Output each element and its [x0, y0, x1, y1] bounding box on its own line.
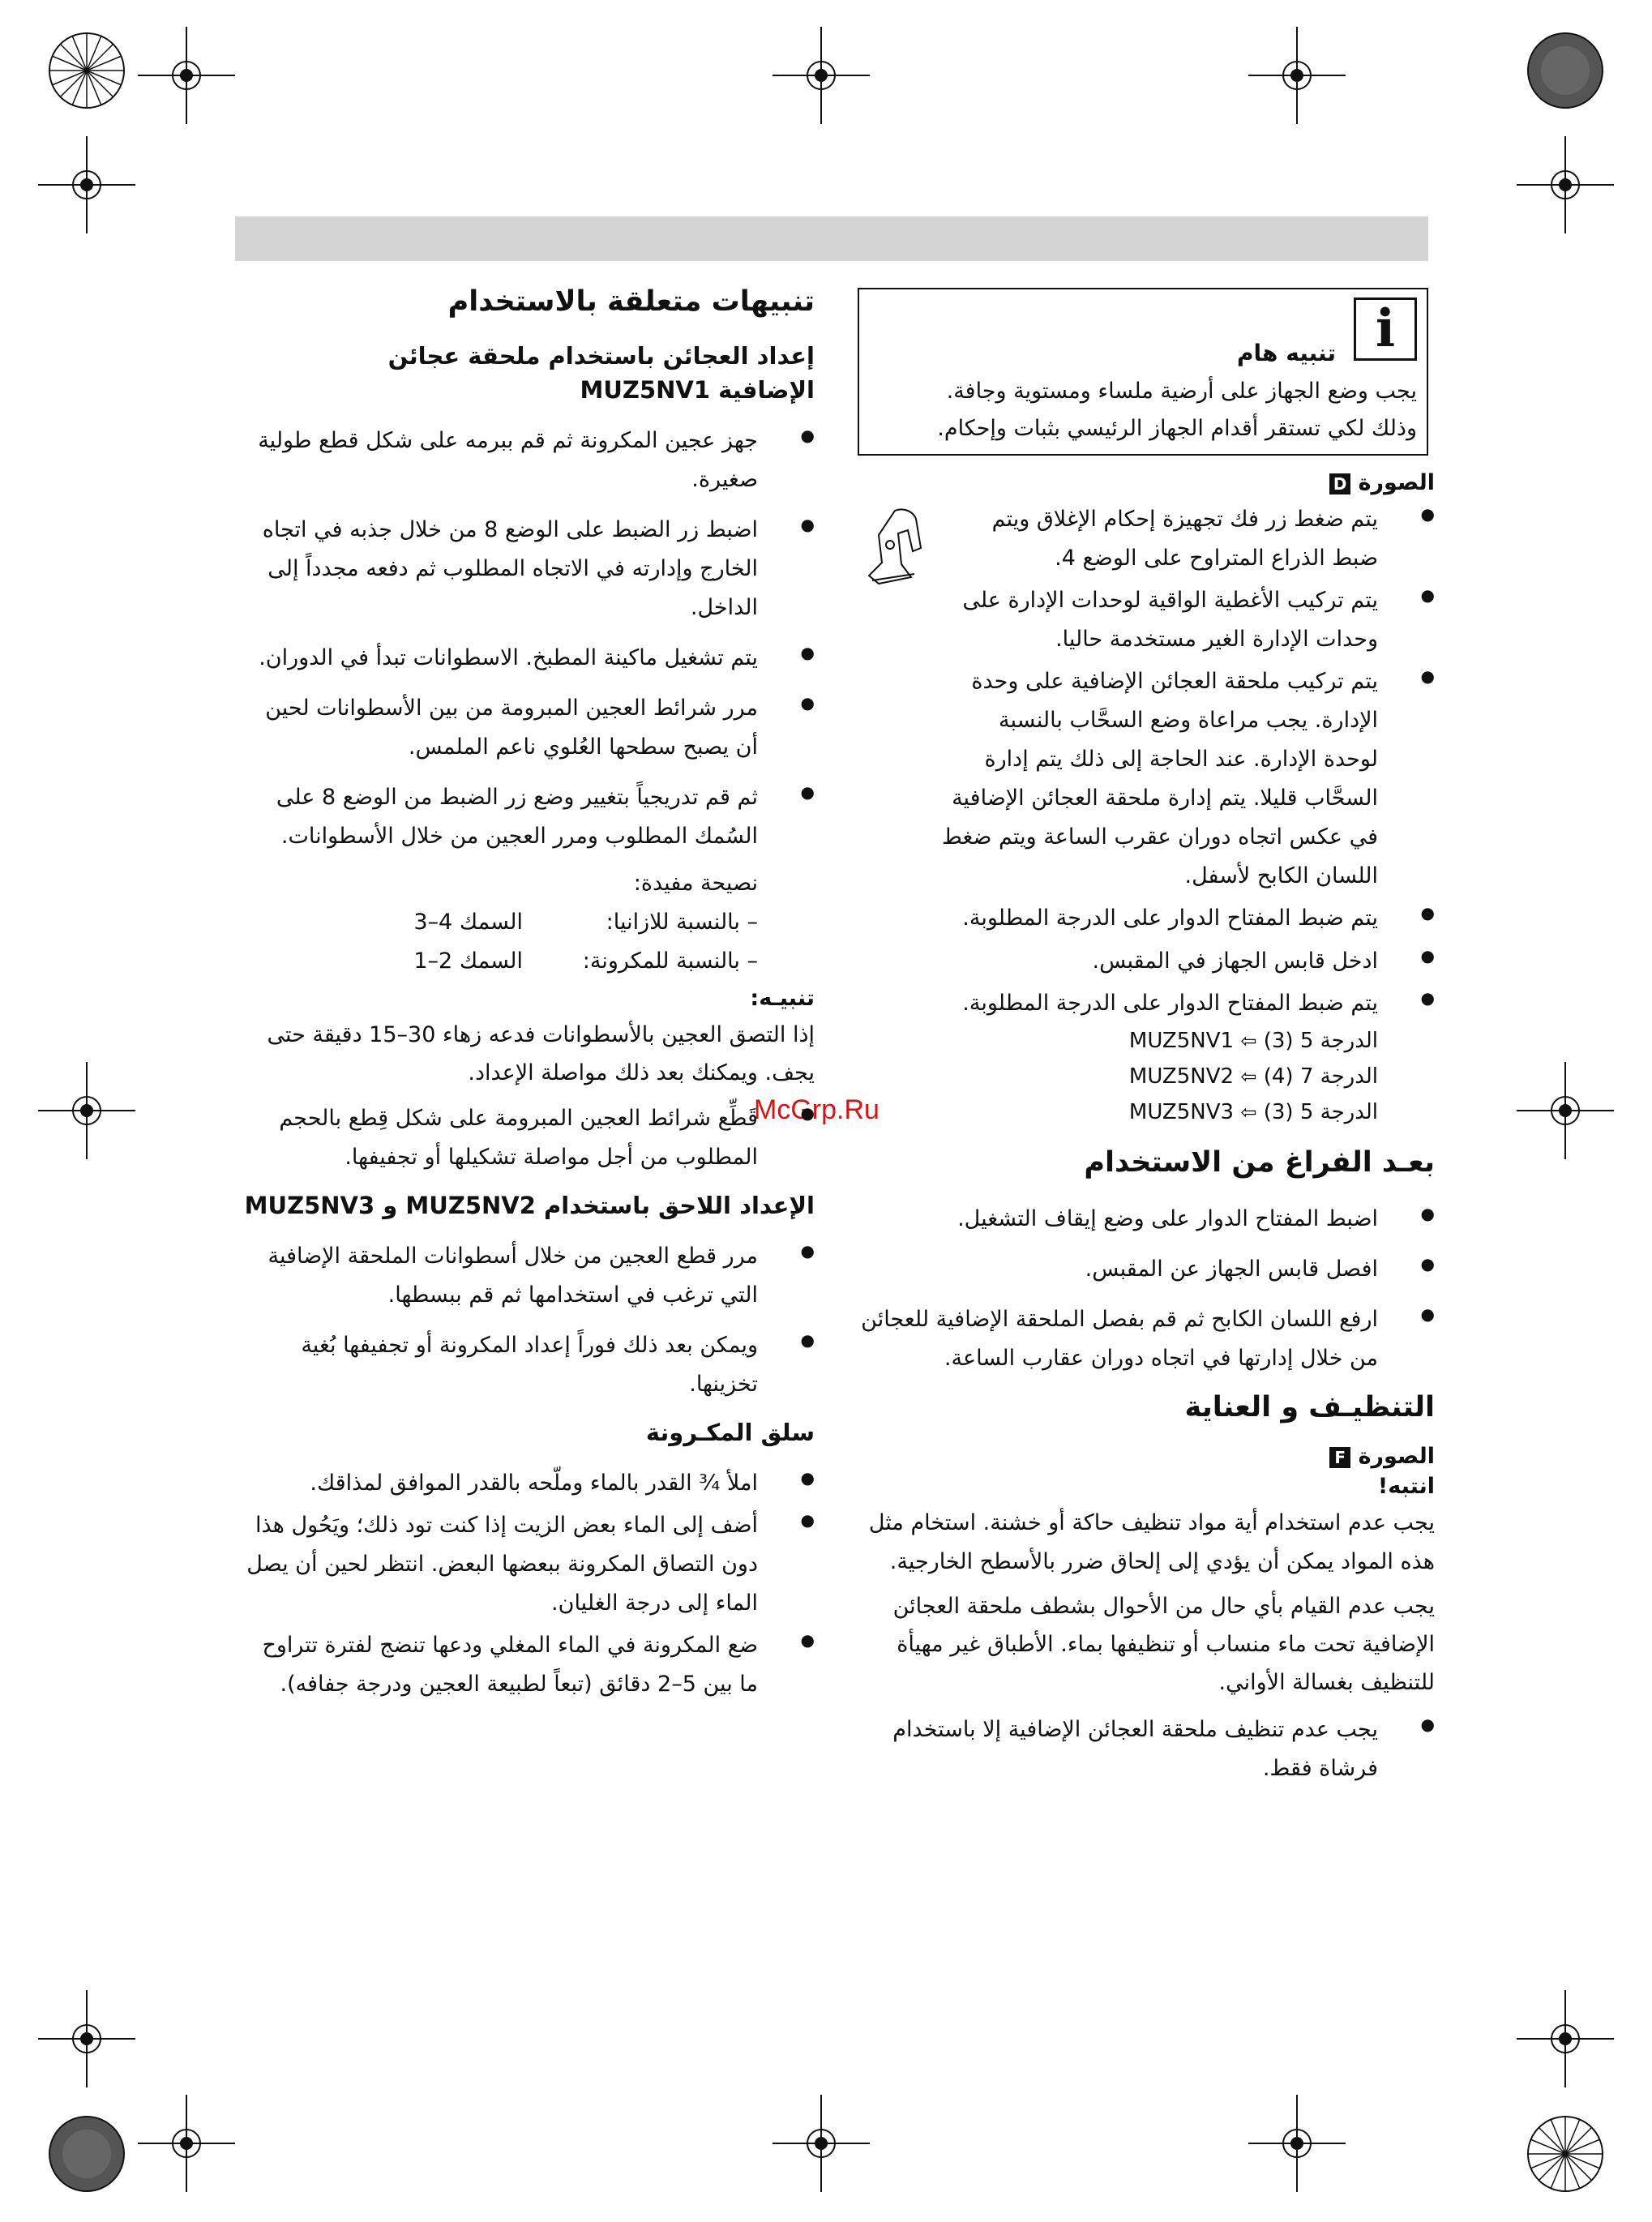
- color-rosette-icon: [48, 32, 126, 109]
- color-rosette-icon: [1526, 2115, 1604, 2193]
- registration-mark-icon: [1248, 27, 1346, 124]
- caution-text: إذا التصق العجين بالأسطوانات فدعه زهاء 30–15 دقيقة حتى يجف. ويمكنك بعد ذلك مواصلة الإعداد.: [267, 1022, 815, 1086]
- list-item: ● ضع المكرونة في الماء المغلي ودعها تنضج لفترة تتراوح ما بين 5–2 دقائق (تبعاً لطبيعة العجين ودرجة جفافه).: [239, 1626, 815, 1704]
- list-item: ● اضبط زر الضبط على الوضع 8 من خلال جذبه في اتجاه الخارج وإدارته في الاتجاه المطلوب ثم دفعه مجدداً إلى الداخل.: [239, 511, 815, 627]
- registration-mark-icon: [1517, 1990, 1614, 2087]
- registration-mark-icon: [38, 1062, 135, 1159]
- note-line: يجب وضع الجهاز على أرضية ملساء ومستوية وجافة.: [946, 379, 1417, 404]
- setup-steps-list: [940, 500, 1435, 1023]
- after-use-list: [859, 1200, 1435, 1378]
- list-item: ● املأ ¾ القدر بالماء وملّحه بالقدر الموافق لمذاقك.: [239, 1464, 815, 1503]
- header-bar: [235, 216, 1428, 261]
- list-item: ● أضف إلى الماء بعض الزيت إذا كنت تود ذلك؛ ويَحُول هذا دون التصاق المكرونة ببعضها البعض. انتظر لحين أن يصل الماء إلى درجة الغليان.: [239, 1506, 815, 1623]
- cleaning-heading: التنظيـف و العناية: [1184, 1390, 1435, 1424]
- list-item: ● مرر قطع العجين من خلال أسطوانات الملحقة الإضافية التي ترغب في استخدامها ثم قم ببسطها.: [239, 1237, 815, 1315]
- registration-mark-icon: [138, 2095, 235, 2192]
- registration-mark-icon: [1517, 1062, 1614, 1159]
- warning-title: انتبه!: [1377, 1474, 1435, 1500]
- caution-title: تنبيـه:: [750, 986, 815, 1012]
- model-row: الدرجة 5 (3) ⇦ MUZ5NV1: [1128, 1028, 1378, 1053]
- list-item: ● ارفع اللسان الكابح ثم قم بفصل الملحقة الإضافية للعجائن من خلال إدارتها في اتجاه دوران عقارب الساعة.: [859, 1300, 1435, 1378]
- pasta-prep-heading: إعداد العجائن باستخدام ملحقة عجائن الإضافية MUZ5NV1: [387, 341, 815, 404]
- list-item: ● يجب عدم تنظيف ملحقة العجائن الإضافية إلا باستخدام فرشاة فقط.: [859, 1710, 1435, 1788]
- registration-mark-icon: [1248, 2095, 1346, 2192]
- after-use-heading: بعـد الفراغ من الاستخدام: [1084, 1146, 1435, 1180]
- note-line: وذلك لكي تستقر أقدام الجهاز الرئيسي بثبات وإحكام.: [937, 416, 1417, 442]
- figure-d-label: [859, 470, 1435, 495]
- figure-label-text: الصورة: [1358, 1444, 1435, 1470]
- info-icon: i: [1354, 298, 1417, 361]
- model-row: الدرجة 5 (3) ⇦ MUZ5NV3: [1128, 1099, 1378, 1124]
- registration-mark-icon: [1517, 136, 1614, 233]
- list-item: ● افصل قابس الجهاز عن المقبس.: [859, 1250, 1435, 1289]
- figure-f-label: [859, 1444, 1435, 1469]
- list-item: ● مرر شرائط العجين المبرومة من بين الأسطوانات لحين أن يصبح سطحها العُلوي ناعم الملمس.: [239, 689, 815, 767]
- useful-tip: [239, 864, 815, 981]
- boiling-heading: سلق المكـرونة: [645, 1419, 815, 1447]
- usage-heading: تنبيهات متعلقة بالاستخدام: [447, 285, 815, 318]
- tip-title: نصيحة مفيدة:: [633, 871, 758, 897]
- list-item: ● يتم ضبط المفتاح الدوار على الدرجة المطلوبة.: [940, 984, 1435, 1023]
- further-prep-heading: الإعداد اللاحق باستخدام MUZ5NV2 و MUZ5NV3: [244, 1191, 815, 1219]
- cutting-list: [239, 1099, 815, 1177]
- list-item: ● يتم تركيب الأغطية الواقية لوحدات الإدارة على وحدات الإدارة الغير مستخدمة حاليا.: [924, 581, 1435, 659]
- warning-paragraph: يجب عدم القيام بأي حال من الأحوال بشطف ملحقة العجائن الإضافية تحت ماء منساب أو تنظيفها بماء. الأطباق غير مهيأة للتنظيف بغسالة الأواني.: [892, 1593, 1435, 1696]
- grey-patch-icon: [48, 2115, 126, 2193]
- figure-label-text: الصورة: [1358, 470, 1435, 495]
- warning-paragraph: يجب عدم استخدام أية مواد تنظيف حاكة أو خشنة. استخام مثل هذه المواد يمكن أن يؤدي إلى إلحاق ضرر بالأسطح الخارجية.: [868, 1510, 1435, 1574]
- further-prep-list: [239, 1237, 815, 1404]
- pasta-prep-list: [239, 422, 815, 856]
- registration-mark-icon: [38, 1990, 135, 2087]
- important-note-box: [858, 288, 1428, 456]
- watermark: McGrp.Ru: [754, 1094, 879, 1125]
- tip-row: – بالنسبة للازانيا: السمك 4–3: [413, 910, 758, 935]
- list-item: ● يتم تشغيل ماكينة المطبخ. الاسطوانات تبدأ في الدوران.: [239, 639, 815, 678]
- registration-mark-icon: [138, 27, 235, 124]
- list-item: ● ويمكن بعد ذلك فوراً إعداد المكرونة أو تجفيفها بُغية تخزينها.: [239, 1326, 815, 1404]
- registration-mark-icon: [773, 2095, 870, 2192]
- note-title: تنبيه هام: [1237, 340, 1336, 366]
- list-item: ● اضبط المفتاح الدوار على وضع إيقاف التشغيل.: [859, 1200, 1435, 1239]
- list-item: ● جهز عجين المكرونة ثم قم ببرمه على شكل قطع طولية صغيرة.: [239, 422, 815, 499]
- registration-mark-icon: [38, 136, 135, 233]
- model-row: الدرجة 7 (4) ⇦ MUZ5NV2: [1128, 1064, 1378, 1089]
- list-item: ● يتم ضبط المفتاح الدوار على الدرجة المطلوبة.: [940, 899, 1435, 938]
- list-item: ● قَطِّع شرائط العجين المبرومة على شكل قِطع بالحجم المطلوب من أجل مواصلة تشكيلها أو تجفيفها.: [239, 1099, 815, 1177]
- registration-mark-icon: [773, 27, 870, 124]
- list-item: ● ادخل قابس الجهاز في المقبس.: [940, 942, 1435, 981]
- list-item: ● يتم تركيب ملحقة العجائن الإضافية على وحدة الإدارة. يجب مراعاة وضع السحَّاب بالنسبة لوحدة الإدارة. عند الحاجة إلى ذلك يتم إدارة السحَّاب قليلا. يتم إدارة ملحقة العجائن الإضافية في عكس اتجاه دوران عقرب الساعة ويتم ضغط اللسان الكابح لأسفل.: [940, 662, 1435, 896]
- figure-letter-badge: F: [1329, 1447, 1350, 1468]
- model-settings: [859, 1023, 1435, 1131]
- right-column: [859, 470, 1435, 1800]
- note-body: [866, 373, 1417, 448]
- list-item: ● ثم قم تدريجياً بتغيير وضع زر الضبط من الوضع 8 على السُمك المطلوب ومرر العجين من خلال الأسطوانات.: [239, 778, 815, 856]
- boiling-list: [239, 1464, 815, 1704]
- grey-patch-icon: [1526, 32, 1604, 109]
- list-item: ● يتم ضغط زر فك تجهيزة إحكام الإغلاق ويتم ضبط الذراع المتراوح على الوضع 4.: [940, 500, 1435, 578]
- left-column: [239, 284, 815, 1712]
- cleaning-list: [859, 1710, 1435, 1788]
- tip-row: – بالنسبة للمكرونة: السمك 2–1: [413, 948, 758, 974]
- figure-letter-badge: D: [1329, 473, 1350, 494]
